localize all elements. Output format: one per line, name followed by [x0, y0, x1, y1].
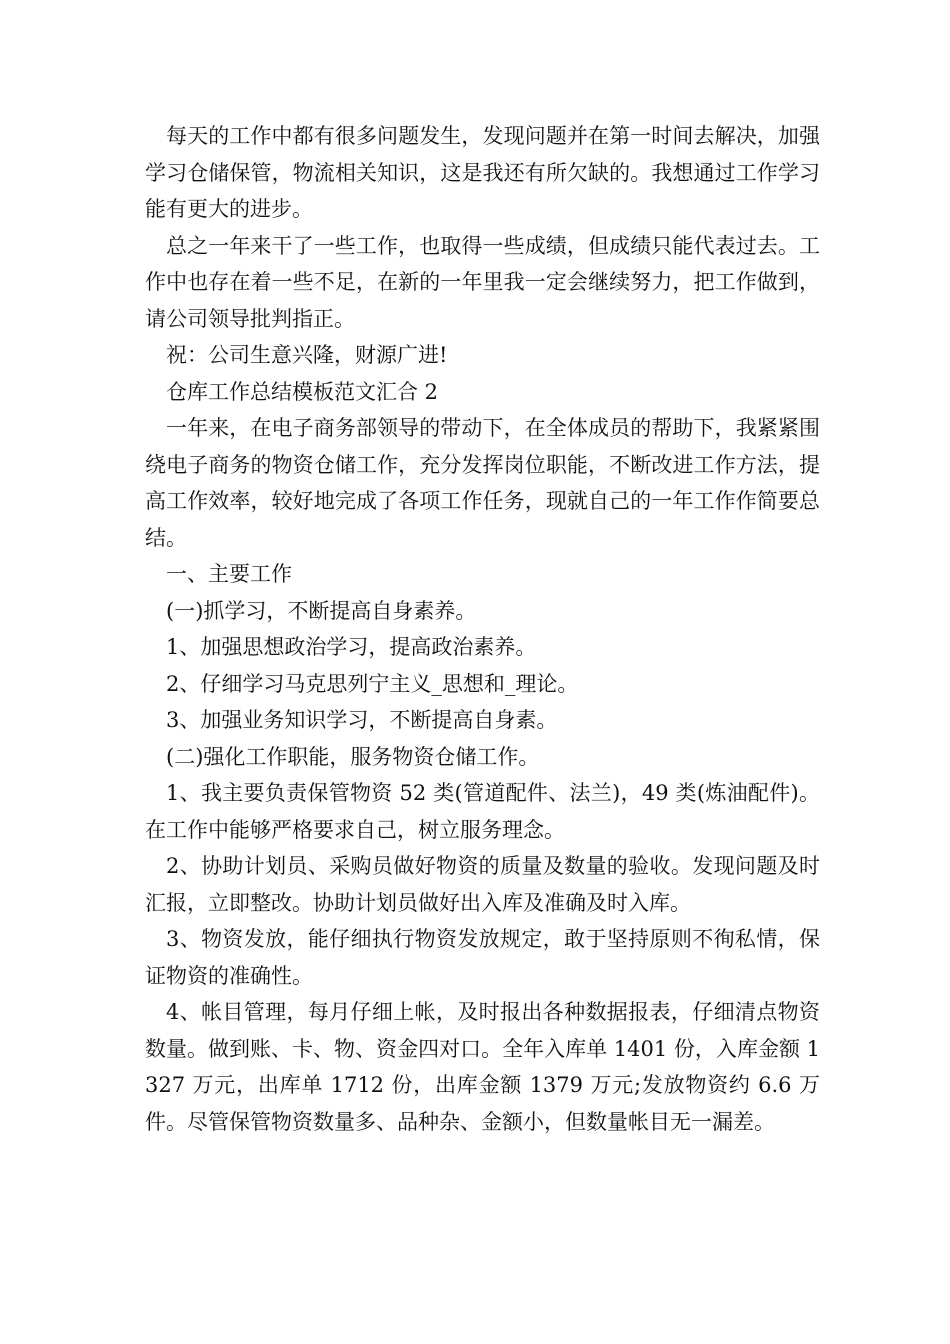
duty-item-1: 1、我主要负责保管物资 52 类(管道配件、法兰)，49 类(炼油配件)。在工作中能够严格要求自己，树立服务理念。	[145, 781, 820, 842]
subheading-duties: (二)强化工作职能，服务物资仓储工作。	[166, 744, 540, 769]
list-item-1: 1、加强思想政治学习，提高政治素养。	[166, 635, 537, 659]
paragraph-3: 祝：公司生意兴隆，财源广进!	[166, 343, 448, 367]
paragraph-1: 每天的工作中都有很多问题发生，发现问题并在第一时间去解决，加强学习仓储保管，物流相关知识，这是我还有所欠缺的。我想通过工作学习能有更大的进步。	[145, 124, 820, 221]
duty-item-4: 4、帐目管理，每月仔细上帐，及时报出各种数据报表，仔细清点物资数量。做到账、卡、物、资金四对口。全年入库单 1401 份，入库金额 1327 万元，出库单 1712 份，出库金额 1379 万元;发放物资约 6.6 万件。尽管保管物资数量多、品种杂、金额小，但数量帐目无一漏差。	[145, 1000, 820, 1134]
duty-item-2: 2、协助计划员、采购员做好物资的质量及数量的验收。发现问题及时汇报，立即整改。协助计划员做好出入库及准确及时入库。	[145, 854, 820, 915]
section-heading: 仓库工作总结模板范文汇合 2	[166, 379, 439, 404]
list-item-3: 3、加强业务知识学习，不断提高自身素。	[166, 708, 558, 732]
paragraph-2: 总之一年来干了一些工作，也取得一些成绩，但成绩只能代表过去。工作中也存在着一些不足，在新的一年里我一定会继续努力，把工作做到，请公司领导批判指正。	[145, 233, 820, 331]
document-body	[145, 118, 820, 1140]
subheading-main-work: 一、主要工作	[166, 562, 292, 586]
subheading-study: (一)抓学习，不断提高自身素养。	[166, 598, 477, 623]
list-item-2: 2、仔细学习马克思列宁主义_思想和_理论。	[166, 671, 579, 696]
duty-item-3: 3、物资发放，能仔细执行物资发放规定，敢于坚持原则不徇私情，保证物资的准确性。	[145, 927, 820, 988]
paragraph-5: 一年来，在电子商务部领导的带动下，在全体成员的帮助下，我紧紧围绕电子商务的物资仓储工作，充分发挥岗位职能，不断改进工作方法，提高工作效率，较好地完成了各项工作任务，现就自己的一年工作作简要总结。	[145, 416, 820, 550]
